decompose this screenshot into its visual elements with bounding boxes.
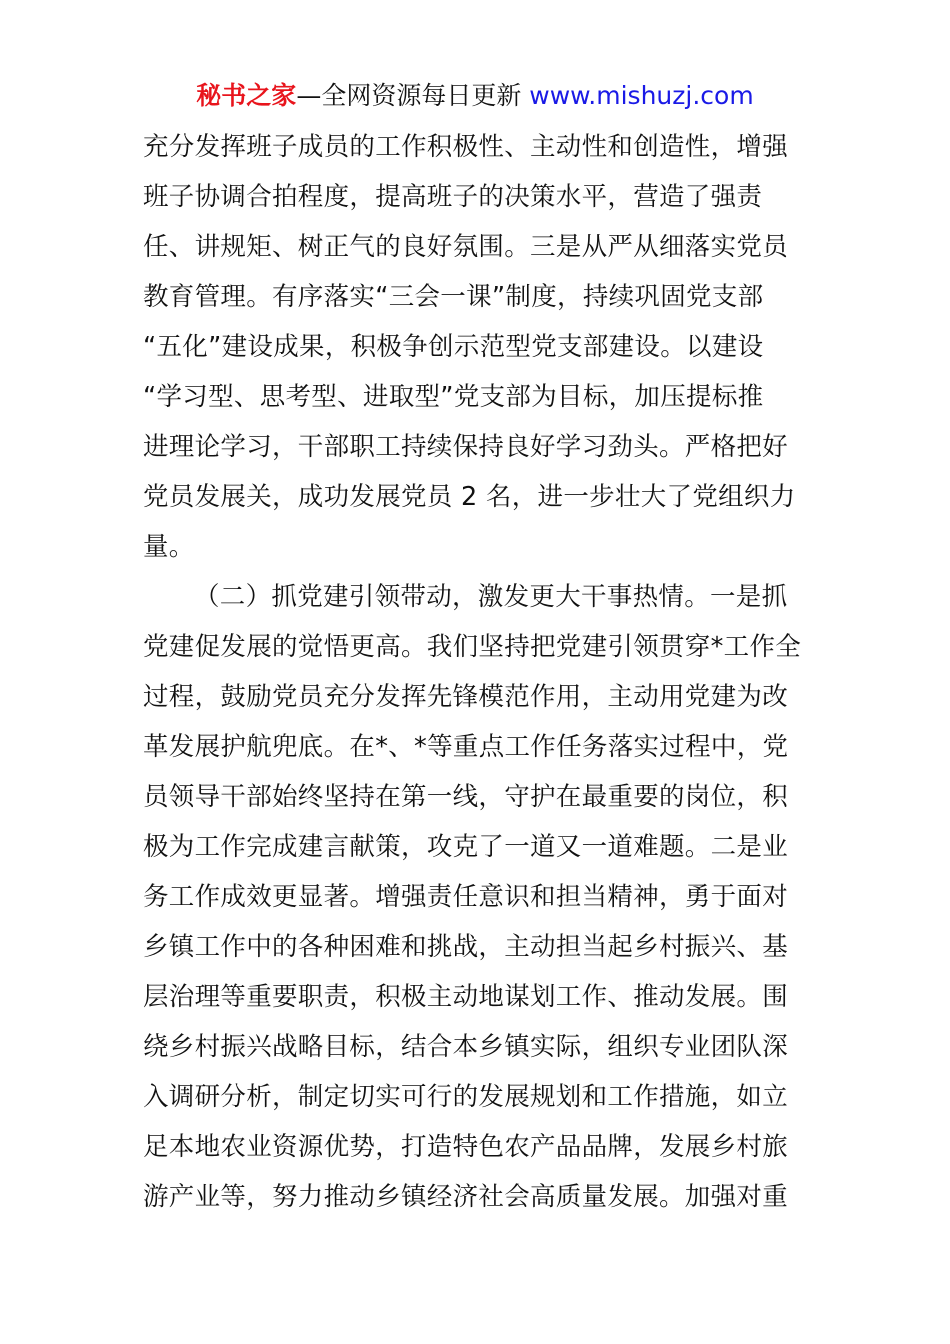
text-line: 任、讲规矩、树正气的良好氛围。三是从严从细落实党员: [143, 232, 789, 262]
text-line: 足本地农业资源优势，打造特色农产品品牌，发展乡村旅: [143, 1132, 789, 1162]
text-line: 过程，鼓励党员充分发挥先锋模范作用，主动用党建为改: [143, 682, 789, 712]
paragraph-start-line: （二）抓党建引领带动，激发更大干事热情。一是抓: [194, 582, 788, 612]
header-slogan: —全网资源每日更新: [296, 81, 530, 110]
text-line: “五化”建设成果，积极争创示范型党支部建设。以建设: [143, 332, 764, 362]
text-line: 充分发挥班子成员的工作积极性、主动性和创造性，增强: [143, 132, 789, 162]
text-line: 教育管理。有序落实“三会一课”制度，持续巩固党支部: [143, 282, 764, 312]
text-line: 务工作成效更显著。增强责任意识和担当精神，勇于面对: [143, 882, 789, 912]
text-line: “学习型、思考型、进取型”党支部为目标，加压提标推: [143, 382, 764, 412]
text-line: 党员发展关，成功发展党员 2 名，进一步壮大了党组织力: [143, 482, 796, 512]
text-line: 党建促发展的觉悟更高。我们坚持把党建引领贯穿*工作全: [143, 632, 802, 662]
text-line: 绕乡村振兴战略目标，结合本乡镇实际，组织专业团队深: [143, 1032, 789, 1062]
text-line: 入调研分析，制定切实可行的发展规划和工作措施，如立: [143, 1082, 789, 1112]
text-line: 量。: [143, 532, 195, 562]
text-line: 游产业等，努力推动乡镇经济社会高质量发展。加强对重: [143, 1182, 789, 1212]
text-line: 员领导干部始终坚持在第一线，守护在最重要的岗位，积: [143, 782, 789, 812]
text-line: 极为工作完成建言献策，攻克了一道又一道难题。二是业: [143, 832, 789, 862]
page-header: [0, 78, 950, 114]
text-line: 进理论学习，干部职工持续保持良好学习劲头。严格把好: [143, 432, 789, 462]
header-brand: 秘书之家: [196, 81, 297, 110]
text-line: 乡镇工作中的各种困难和挑战，主动担当起乡村振兴、基: [143, 932, 789, 962]
text-line: 层治理等重要职责，积极主动地谋划工作、推动发展。围: [143, 982, 789, 1012]
header-site-link[interactable]: www.mishuzj.com: [529, 81, 754, 110]
text-line: 革发展护航兜底。在*、*等重点工作任务落实过程中，党: [143, 732, 789, 762]
text-line: 班子协调合拍程度，提高班子的决策水平，营造了强责: [143, 182, 763, 212]
document-body: [143, 122, 808, 1222]
